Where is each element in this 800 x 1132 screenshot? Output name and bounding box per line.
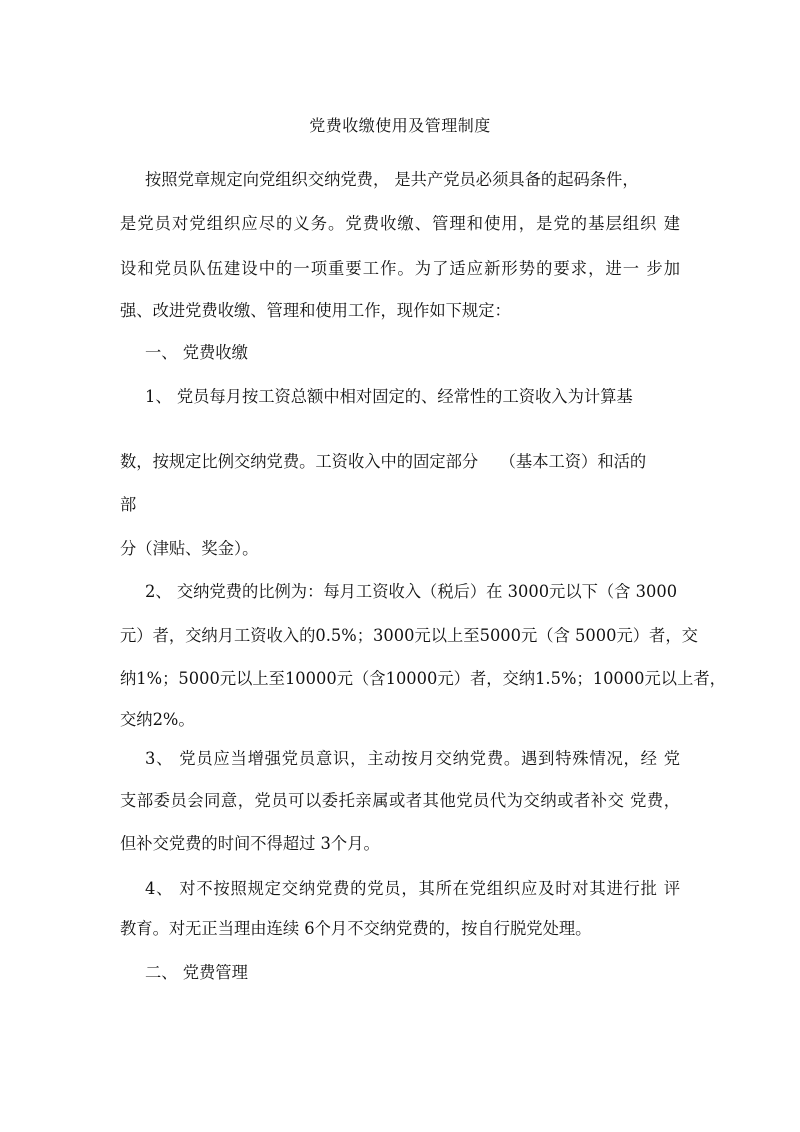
paragraph-line: 按照党章规定向党组织交纳党费， 是共产党员必须具备的起码条件， <box>145 170 639 189</box>
paragraph-line: 强、改进党费收缴、管理和使用工作，现作如下规定： <box>120 301 511 320</box>
paragraph-line: 纳1%；5000元以上至10000元（含10000元）者，交纳1.5%；10000元以上者， <box>120 669 726 688</box>
paragraph-line: 但补交党费的时间不得超过 3个月。 <box>120 834 380 853</box>
paragraph-line: 设和党员队伍建设中的一项重要工作。为了适应新形势的要求，进一 步加 <box>120 259 680 278</box>
section-heading: 一、 党费收缴 <box>145 343 248 362</box>
paragraph-line: 3、 党员应当增强党员意识，主动按月交纳党费。遇到特殊情况，经 党 <box>145 749 680 768</box>
paragraph-line: 是党员对党组织应尽的义务。党费收缴、管理和使用，是党的基层组织 建 <box>120 214 680 233</box>
document-title: 党费收缴使用及管理制度 <box>309 116 491 135</box>
paragraph-line: 元）者，交纳月工资收入的0.5%；3000元以上至5000元（含 5000元）者，交 <box>120 626 698 645</box>
paragraph-line: 部 <box>120 495 137 514</box>
paragraph-line: 教育。对无正当理由连续 6个月不交纳党费的，按自行脱党处理。 <box>120 919 592 938</box>
paragraph-line: 数，按规定比例交纳党费。工资收入中的固定部分 （基本工资）和活的 <box>120 452 647 471</box>
paragraph-line: 1、 党员每月按工资总额中相对固定的、经常性的工资收入为计算基 <box>145 387 633 406</box>
paragraph-line: 2、 交纳党费的比例为：每月工资收入（税后）在 3000元以下（含 3000 <box>145 582 678 601</box>
section-heading: 二、 党费管理 <box>145 963 248 982</box>
paragraph-line: 4、 对不按照规定交纳党费的党员，其所在党组织应及时对其进行批 评 <box>145 879 680 898</box>
paragraph-line: 交纳2%。 <box>120 710 195 729</box>
paragraph-line: 支部委员会同意，党员可以委托亲属或者其他党员代为交纳或者补交 党费， <box>120 791 680 810</box>
paragraph-line: 分（津贴、奖金）。 <box>120 539 259 558</box>
